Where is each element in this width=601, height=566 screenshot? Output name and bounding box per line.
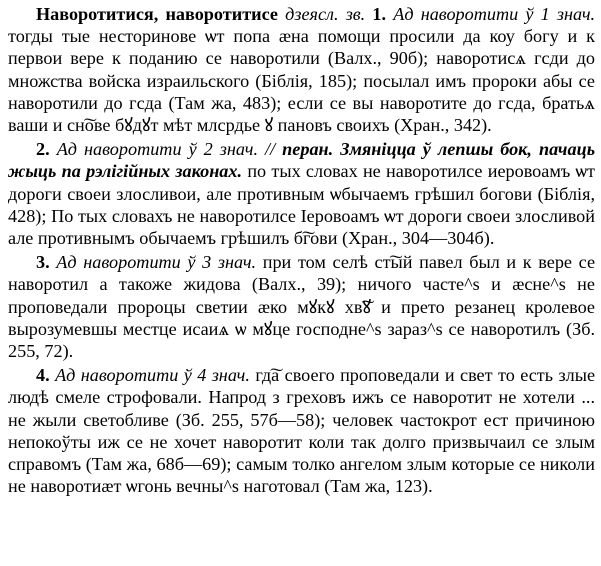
sense-2 [8,138,595,249]
sense-number: 3. [36,252,50,273]
sense-number: 2. [36,139,50,160]
sense-text: тогды тые несторинове ѡт попа ӕна помощи просили да коу богу и к первои вере к поданию се наворотили (Валх., 90б); наворотисѧ гсди до множства войска израильского (Біблія, 185); посылал имъ пророки абы се наворотили до гсда (Там жа, 483); если се вы наворотите до гсда, братьѧ ваши и сн͠ове бꙋдꙋт мѣт млсрдье ꙋ пановъ своихъ (Хран., 342). [8,26,595,136]
sense-1 [8,3,595,136]
sense-number: 4. [36,365,50,386]
headword: Наворотитися, наворотитисе [36,4,278,24]
sense-gloss: перан. Змяніцца ў лепшы бок, пачаць жыць па рэлігійных законах. [8,139,596,182]
sense-number: 1. [372,4,387,24]
sense-reference: Ад наворотити ў 3 знач. [56,252,257,273]
sense-4 [8,364,595,497]
sense-3 [8,251,595,362]
sense-text: при том селѣ ст͠ый павел был и к вере се наворотил а такоже жидова (Валх., 39); ничого часте^s и ӕсне^s не проповедали пророцы светии ӕко мꙋкꙋ хв͠ꙋ и прето резанец кролевое вырозумевшы местце исаиѧ ѡ мꙋце господне^s зараз^s се наворотилъ (Зб. 255, 72). [8,252,596,362]
sense-reference: Ад наворотити ў 4 знач. [55,365,250,386]
sense-reference: Ад наворотити ў 2 знач. [56,139,258,160]
sense-reference: Ад наворотити ў 1 знач. [393,4,596,24]
grammar-label: дзеясл. зв. [285,4,366,24]
sense-text: по тых словах не наворотилсе иеровоамъ ѡт дороги своеи злосливои, але противным ѡбычаемъ грѣшил богови (Біблія, 428); По тых словахъ не наворотилсе Ιеровоамъ ѡт дороги своеи злосливой але противнымъ обычаемъ грѣшилъ б͠гови (Хран., 304—304б). [8,161,595,249]
sense-separator: // [258,139,283,160]
sense-text: гд͠а своего проповедали и свет то есть злые людѣ смеле строфовали. Напрод з греховъ ижъ се наворотит не хотели ... не жыли светобливе (Зб. 255, 57б—58); человек частокрот ест причиною непокоўты иж се не хочет наворотит коли так долго призвычаил се злым справомъ (Там жа, 68б—69); самым толко ангелом злым которые се николи не наворотиӕт ѡгонь вечны^s наготовал (Там жа, 123). [8,365,596,497]
